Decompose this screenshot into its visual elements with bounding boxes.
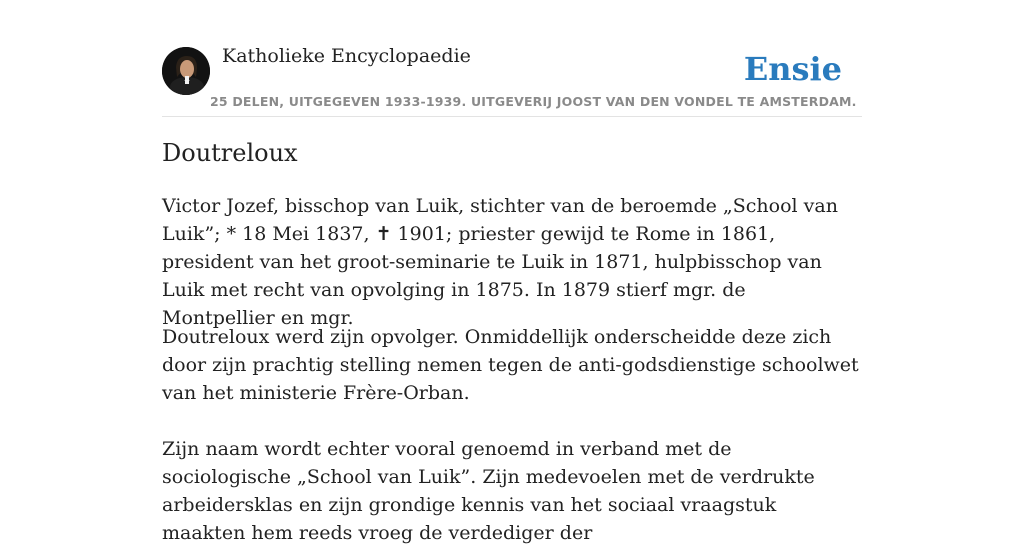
article-paragraph-3: Zijn naam wordt echter vooral genoemd in verband met de sociologische „School van Luik”. Zijn medevoelen met de verdrukte arbeidersklas en zijn grondige kennis van het sociaal vraagstuk maakten hem reeds vroeg de verdediger der — [162, 438, 815, 544]
ensie-logo-link[interactable]: Ensie — [743, 50, 842, 88]
article-paragraph-2: Doutreloux werd zijn opvolger. Onmiddellijk onderscheidde deze zich door zijn prachtig stelling nemen tegen de anti-godsdienstige schoolwet van het ministerie Frère-Orban. — [162, 326, 859, 404]
portrait-avatar-icon[interactable] — [162, 47, 210, 95]
source-title[interactable]: Katholieke Encyclopaedie — [222, 45, 471, 67]
source-subtitle: 25 DELEN, UITGEGEVEN 1933-1939. UITGEVERIJ JOOST VAN DEN VONDEL TE AMSTERDAM. — [210, 94, 857, 109]
article-paragraph-1: Victor Jozef, bisschop van Luik, stichter van de beroemde „School van Luik”; * 18 Mei 1837, ✝ 1901; priester gewijd te Rome in 1861, president van het groot-seminarie te Luik in 1871, hulpbisschop van Luik met recht van opvolging in 1875. In 1879 stierf mgr. de Montpellier en mgr. — [162, 195, 838, 329]
source-header — [162, 0, 862, 117]
article-headword: Doutreloux — [162, 139, 298, 167]
article-page — [162, 0, 862, 544]
